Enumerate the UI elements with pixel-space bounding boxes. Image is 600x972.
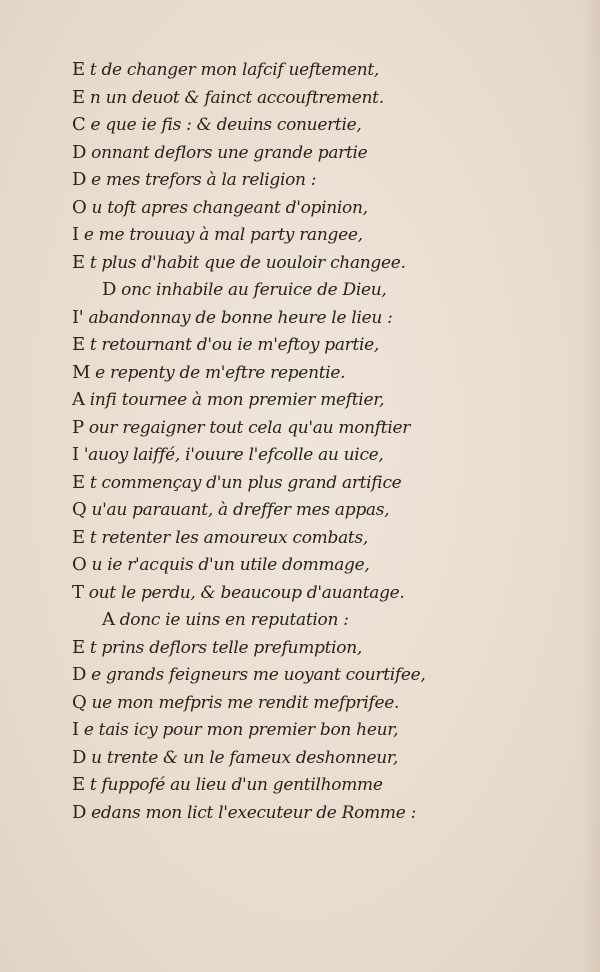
line-initial: E [72, 774, 85, 795]
line-initial: E [72, 86, 85, 108]
line-text: u toft apres changeant d'opinion, [91, 197, 368, 218]
line-text: t prins deflors telle prefumption, [89, 637, 362, 658]
verse-line [72, 799, 432, 827]
verse-line [72, 304, 432, 332]
verse-line [72, 84, 432, 112]
verse-line [72, 716, 432, 744]
verse-line [72, 744, 432, 772]
verse-line [72, 56, 432, 84]
line-text: our regaigner tout cela qu'au monftier [88, 417, 411, 438]
line-text: u'au parauant, à dreffer mes appas, [91, 500, 390, 520]
line-text: t de changer mon lafcif ueftement, [89, 60, 380, 80]
line-initial: D [72, 141, 87, 163]
line-initial: D [72, 746, 87, 768]
verse-line [72, 771, 432, 799]
verse-line [72, 524, 432, 552]
verse-line [72, 689, 432, 717]
line-text: t fuppofé au lieu d'un gentilhomme [89, 775, 383, 795]
line-initial: E [72, 471, 85, 493]
line-initial: I [72, 444, 79, 465]
line-initial: I' [72, 306, 84, 328]
verse-line [72, 221, 432, 249]
line-text: t retournant d'ou ie m'eftoy partie, [89, 335, 380, 355]
line-text: onnant deflors une grande partie [91, 142, 368, 163]
verse-line [72, 441, 432, 469]
line-text: infi tournee à mon premier meftier, [89, 390, 385, 410]
line-initial: C [72, 114, 86, 135]
line-initial: E [72, 334, 85, 355]
line-text: n un deuot & fainct accouftrement. [89, 87, 384, 108]
line-initial: A [102, 609, 115, 630]
verse-line [72, 634, 432, 662]
line-text: e tais icy pour mon premier bon heur, [83, 720, 399, 740]
verse-line [72, 111, 432, 139]
verse-line [72, 661, 432, 689]
line-text: ue mon mefpris me rendit mefprifee. [91, 692, 400, 713]
verse-line [72, 359, 432, 387]
line-initial: D [72, 169, 87, 190]
line-text: donc ie uins en reputation : [119, 610, 349, 630]
page-edge-shadow [582, 0, 600, 972]
verse-line [72, 469, 432, 497]
line-text: onc inhabile au feruice de Dieu, [121, 280, 387, 300]
line-initial: O [72, 554, 87, 575]
line-initial: I [72, 224, 79, 245]
line-text: e mes trefors à la religion : [91, 170, 317, 190]
line-text: e grands feigneurs me uoyant courtifee, [91, 665, 426, 685]
line-text: t plus d'habit que de uouloir changee. [89, 252, 406, 273]
line-initial: T [72, 581, 84, 603]
line-text: t commençay d'un plus grand artifice [89, 472, 402, 493]
verse-line-indented [72, 276, 432, 304]
line-initial: E [72, 636, 85, 658]
line-text: t retenter les amoureux combats, [89, 527, 368, 548]
line-initial: D [72, 801, 87, 823]
poem-text [72, 56, 432, 826]
verse-line [72, 414, 432, 442]
line-text: u ie r'acquis d'un utile dommage, [91, 555, 370, 575]
line-text: edans mon lict l'executeur de Romme : [91, 802, 417, 823]
line-text: 'auoy laiffé, i'ouure l'efcolle au uice, [83, 445, 384, 465]
line-initial: D [102, 279, 117, 300]
line-initial: I [72, 719, 79, 740]
line-text: out le perdu, & beaucoup d'auantage. [88, 582, 405, 603]
line-initial: P [72, 416, 84, 438]
verse-line [72, 194, 432, 222]
line-initial: Q [72, 499, 87, 520]
line-initial: E [72, 59, 85, 80]
line-initial: D [72, 664, 87, 685]
line-initial: Q [72, 691, 87, 713]
verse-line [72, 249, 432, 277]
line-initial: E [72, 526, 85, 548]
verse-line [72, 579, 432, 607]
line-text: e que ie fis : & deuins conuertie, [90, 115, 362, 135]
line-initial: M [72, 361, 91, 383]
verse-line [72, 386, 432, 414]
verse-line [72, 551, 432, 579]
verse-line-indented [72, 606, 432, 634]
verse-line [72, 139, 432, 167]
line-text: u trente & un le fameux deshonneur, [91, 747, 398, 768]
line-initial: O [72, 196, 87, 218]
verse-line [72, 496, 432, 524]
verse-line [72, 166, 432, 194]
line-initial: A [72, 389, 85, 410]
verse-line [72, 331, 432, 359]
line-text: e repenty de m'eftre repentie. [95, 362, 346, 383]
line-text: e me trouuay à mal party rangee, [83, 225, 363, 245]
line-initial: E [72, 251, 85, 273]
line-text: abandonnay de bonne heure le lieu : [88, 307, 393, 328]
